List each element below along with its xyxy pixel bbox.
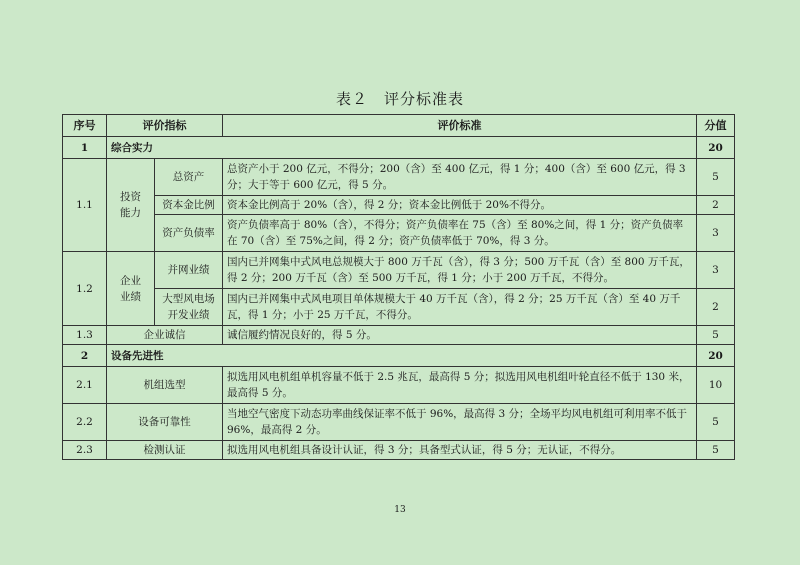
page-number: 13 <box>394 505 406 515</box>
section-no: 2 <box>63 345 107 367</box>
section-row <box>63 137 735 159</box>
criteria-text: 资本金比例高于 20%（含），得 2 分；资本金比例低于 20%不得分。 <box>223 196 697 215</box>
criteria-text: 拟选用风电机组单机容量不低于 2.5 兆瓦，最高得 5 分；拟选用风电机组叶轮直径不低于 130 米，最高得 5 分。 <box>223 367 697 404</box>
table-row <box>63 252 735 289</box>
section-score: 20 <box>697 137 735 159</box>
table-row <box>63 404 735 441</box>
section-name: 设备先进性 <box>107 345 697 367</box>
header-no: 序号 <box>63 115 107 137</box>
section-no: 1 <box>63 137 107 159</box>
table-row <box>63 215 735 252</box>
table-row <box>63 289 735 326</box>
row-no: 1.3 <box>63 326 107 345</box>
score-value: 3 <box>697 252 735 289</box>
row-no: 2.2 <box>63 404 107 441</box>
score-value: 2 <box>697 196 735 215</box>
score-value: 5 <box>697 441 735 460</box>
row-no: 1.1 <box>63 159 107 252</box>
criteria-text: 国内已并网集中式风电项目单体规模大于 40 万千瓦（含），得 2 分；25 万千瓦（含）至 40 万千瓦，得 1 分；小于 25 万千瓦，不得分。 <box>223 289 697 326</box>
score-value: 5 <box>697 404 735 441</box>
header-criteria: 评价标准 <box>223 115 697 137</box>
row-no: 1.2 <box>63 252 107 326</box>
table-row <box>63 159 735 196</box>
criteria-text: 总资产小于 200 亿元，不得分；200（含）至 400 亿元，得 1 分；400（含）至 600 亿元，得 3 分；大于等于 600 亿元，得 5 分。 <box>223 159 697 196</box>
table-title: 表２ 评分标准表 <box>335 90 464 108</box>
section-score: 20 <box>697 345 735 367</box>
row-no: 2.3 <box>63 441 107 460</box>
indicator-name: 大型风电场 开发业绩 <box>155 289 223 326</box>
section-name: 综合实力 <box>107 137 697 159</box>
header-indicator: 评价指标 <box>107 115 223 137</box>
indicator-name: 总资产 <box>155 159 223 196</box>
indicator-name: 并网业绩 <box>155 252 223 289</box>
criteria-text: 当地空气密度下动态功率曲线保证率不低于 96%，最高得 3 分；全场平均风电机组可利用率不低于 96%，最高得 2 分。 <box>223 404 697 441</box>
score-value: 10 <box>697 367 735 404</box>
table-row <box>63 367 735 404</box>
table-row <box>63 196 735 215</box>
indicator-name: 企业诚信 <box>107 326 223 345</box>
scoring-table <box>62 114 735 460</box>
header-score: 分值 <box>697 115 735 137</box>
indicator-name: 机组选型 <box>107 367 223 404</box>
criteria-text: 国内已并网集中式风电总规模大于 800 万千瓦（含），得 3 分；500 万千瓦（含）至 800 万千瓦，得 2 分；200 万千瓦（含）至 500 万千瓦，得 1 分；小于 200 万千瓦，不得分。 <box>223 252 697 289</box>
row-no: 2.1 <box>63 367 107 404</box>
indicator-name: 资产负债率 <box>155 215 223 252</box>
score-value: 5 <box>697 159 735 196</box>
criteria-text: 诚信履约情况良好的，得 5 分。 <box>223 326 697 345</box>
score-value: 5 <box>697 326 735 345</box>
indicator-name: 检测认证 <box>107 441 223 460</box>
table-row <box>63 326 735 345</box>
criteria-text: 拟选用风电机组具备设计认证，得 3 分；具备型式认证，得 5 分；无认证，不得分。 <box>223 441 697 460</box>
indicator-name: 资本金比例 <box>155 196 223 215</box>
score-value: 3 <box>697 215 735 252</box>
group-name: 企业 业绩 <box>107 252 155 326</box>
criteria-text: 资产负债率高于 80%（含），不得分；资产负债率在 75（含）至 80%之间，得 1 分；资产负债率在 70（含）至 75%之间，得 2 分；资产负债率低于 70%，得 3 分。 <box>223 215 697 252</box>
group-name: 投资 能力 <box>107 159 155 252</box>
indicator-name: 设备可靠性 <box>107 404 223 441</box>
table-row <box>63 441 735 460</box>
section-row <box>63 345 735 367</box>
score-value: 2 <box>697 289 735 326</box>
header-row <box>63 115 735 137</box>
